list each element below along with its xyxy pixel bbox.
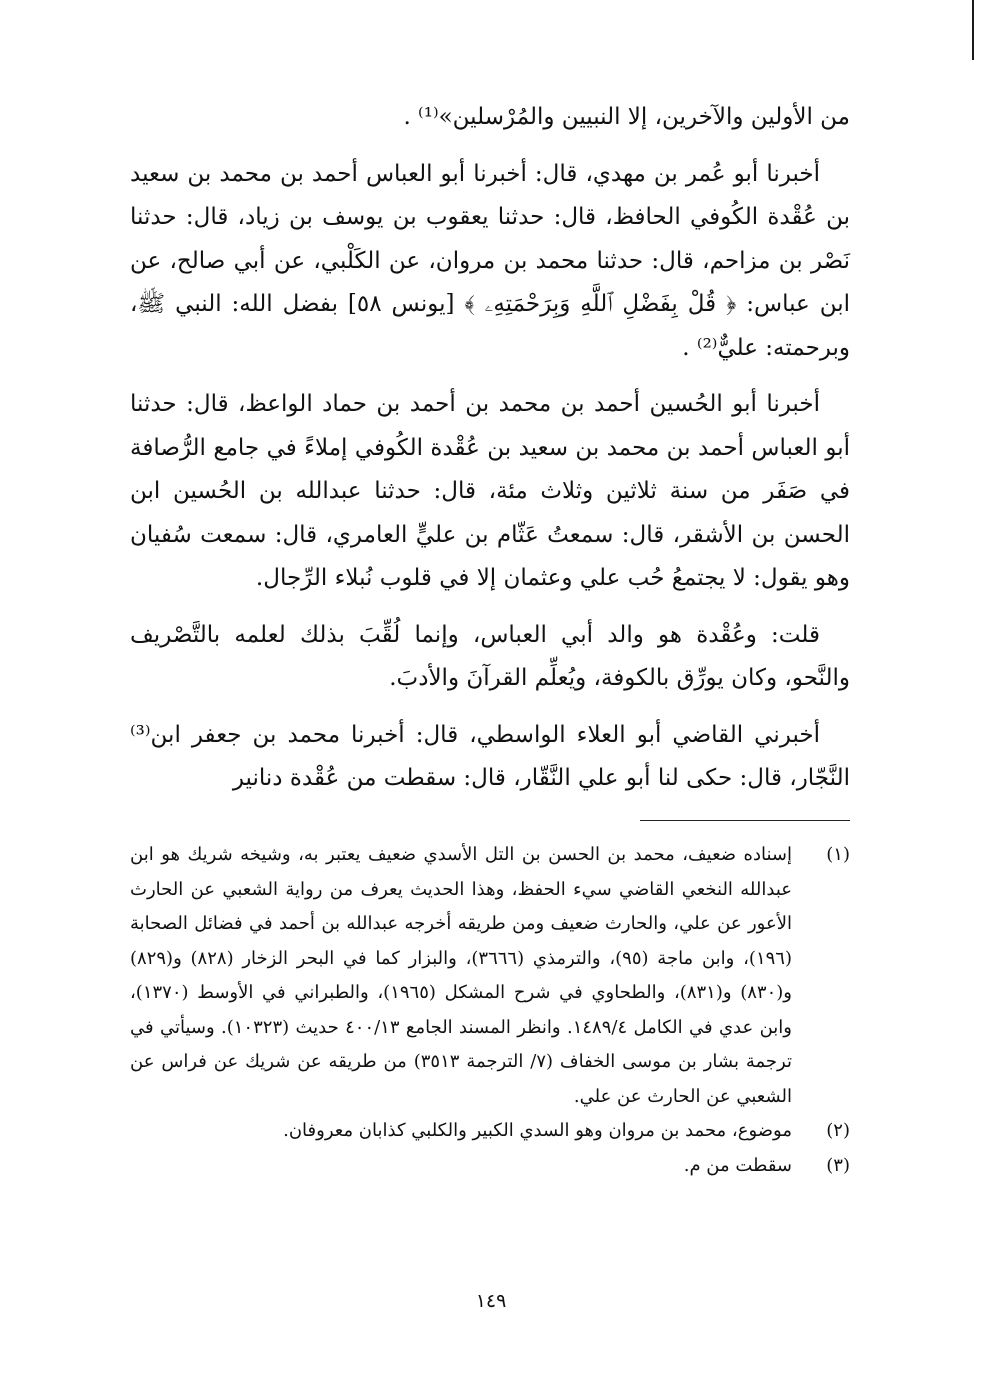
paragraph-2: أخبرنا أبو عُمر بن مهدي، قال: أخبرنا أبو العباس أحمد بن محمد بن سعيد بن عُقْدة الكُوفي الحافظ، قال: حدثنا يعقوب بن يوسف بن زياد، قال: حدثنا نَصْر بن مزاحم، قال: حدثنا محمد بن مروان، عن الكَلْبي، عن أبي صالح، عن ابن عباس: ﴿ قُلْ بِفَضْلِ ٱللَّهِ وَبِرَحْمَتِهِۦ ﴾ [يونس ٥٨] بفضل الله: النبي ﷺ، وبرحمته: عليٌّ⁽²⁾ .: [130, 160, 850, 361]
footnote-number: (١): [826, 844, 850, 865]
footnote-number: (٣): [826, 1154, 850, 1176]
paragraph-3: أخبرنا أبو الحُسين أحمد بن محمد بن أحمد بن حماد الواعظ، قال: حدثنا أبو العباس أحمد بن محمد بن سعيد بن عُقْدة الكُوفي إملاءً في جامع الرُّصافة في صَفَر من سنة ثلاثين وثلاث مئة، قال: حدثنا عبدالله بن الحُسين ابن الحسن بن الأشقر، قال: سمعتُ عَثّام بن عليٍّ العامري، قال: سمعت سُفيان وهو يقول: لا يجتمعُ حُب علي وعثمان إلا في قلوب نُبلاء الرِّجال.: [130, 391, 850, 591]
footnote-2: [130, 1114, 850, 1149]
footnotes: [130, 838, 850, 1183]
footnote-1: [130, 838, 850, 1114]
paragraph-1: من الأولين والآخرين، إلا النبيين والمُرْسلين»⁽¹⁾ .: [403, 104, 850, 130]
paragraph-5: أخبرني القاضي أبو العلاء الواسطي، قال: أخبرنا محمد بن جعفر ابن⁽³⁾ النَّجّار، قال: حكى لنا أبو علي النَّقّار، قال: سقطت من عُقْدة دنانير: [130, 721, 850, 791]
page-number: ١٤٩: [475, 1290, 507, 1312]
footnote-3: [130, 1149, 850, 1184]
footnote-text: موضوع، محمد بن مروان وهو السدي الكبير والكلبي كذابان معروفان.: [283, 1120, 792, 1141]
footnote-number: (٢): [826, 1120, 850, 1141]
scan-edge-mark: [972, 0, 974, 60]
main-text: [130, 96, 850, 814]
footnote-text: إسناده ضعيف، محمد بن الحسن بن التل الأسدي ضعيف يعتبر به، وشيخه شريك هو ابن عبدالله النخعي القاضي سيء الحفظ، وهذا الحديث يعرف من رواية الشعبي عن الحارث الأعور عن علي، والحارث ضعيف ومن طريقه أخرجه عبدالله بن أحمد في فضائل الصحابة (١٩٦)، وابن ماجة (٩٥)، والترمذي (٣٦٦٦)، والبزار كما في البحر الزخار (٨٢٨) و(٨٢٩) و(٨٣٠) و(٨٣١)، والطحاوي في شرح المشكل (١٩٦٥)، والطبراني في الأوسط (١٣٧٠)، وابن عدي في الكامل ١٤٨٩/٤. وانظر المسند الجامع ٤٠٠/١٣ حديث (١٠٣٢٣). وسيأتي في ترجمة بشار بن موسى الخفاف (٧/ الترجمة ٣٥١٣) من طريقه عن شريك عن فراس عن الشعبي عن الحارث عن علي.: [130, 844, 792, 1107]
footnote-divider: [640, 820, 850, 821]
paragraph-4: قلت: وعُقْدة هو والد أبي العباس، وإنما لُقِّبَ بذلك لعلمه بالتَّصْريف والنَّحو، وكان يورِّق بالكوفة، ويُعلِّم القرآنَ والأدبَ.: [130, 621, 850, 691]
footnote-text: سقطت من م.: [683, 1154, 792, 1176]
